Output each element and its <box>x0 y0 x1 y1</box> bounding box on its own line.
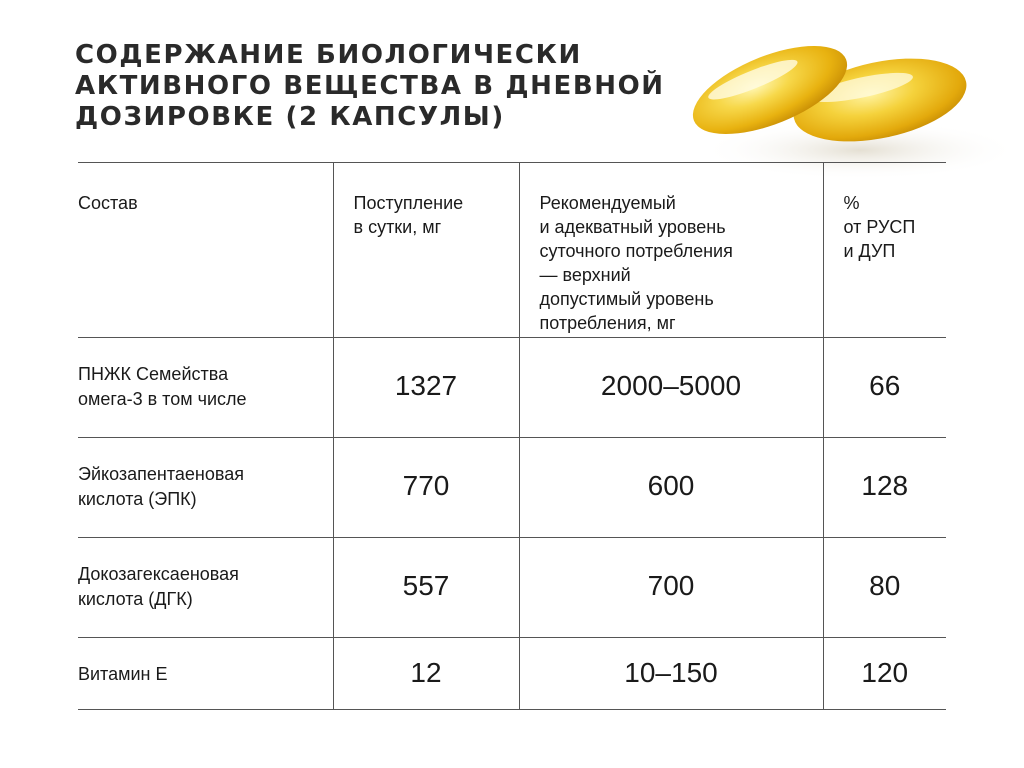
row-name: Эйкозапентаеновая кислота (ЭПК) <box>78 438 333 538</box>
row-percent: 80 <box>823 538 946 638</box>
table-row <box>78 638 946 710</box>
row-percent: 128 <box>823 438 946 538</box>
row-name: Докозагексаеновая кислота (ДГК) <box>78 538 333 638</box>
table-row <box>78 538 946 638</box>
row-recommended: 700 <box>519 538 823 638</box>
row-intake: 770 <box>333 438 519 538</box>
table-header-row <box>78 163 946 338</box>
row-percent: 66 <box>823 338 946 438</box>
row-intake: 1327 <box>333 338 519 438</box>
row-recommended: 600 <box>519 438 823 538</box>
row-name: Витамин Е <box>78 638 333 710</box>
row-recommended: 2000–5000 <box>519 338 823 438</box>
header-recommended: Рекомендуемый и адекватный уровень суточного потребления — верхний допустимый уровень потребления, мг <box>519 163 823 338</box>
table-row <box>78 338 946 438</box>
composition-table <box>78 162 946 710</box>
title-line: СОДЕРЖАНИЕ БИОЛОГИЧЕСКИ <box>75 40 582 70</box>
title-line: ДОЗИРОВКЕ (2 КАПСУЛЫ) <box>75 102 505 132</box>
title-line: АКТИВНОГО ВЕЩЕСТВА В ДНЕВНОЙ <box>75 71 665 101</box>
header-percent: % от РУСП и ДУП <box>823 163 946 338</box>
row-name: ПНЖК Семейства омега-3 в том числе <box>78 338 333 438</box>
header-intake: Поступление в сутки, мг <box>333 163 519 338</box>
row-percent: 120 <box>823 638 946 710</box>
table-row <box>78 438 946 538</box>
header-composition: Состав <box>78 163 333 338</box>
row-intake: 12 <box>333 638 519 710</box>
row-recommended: 10–150 <box>519 638 823 710</box>
page-title <box>75 40 675 133</box>
row-intake: 557 <box>333 538 519 638</box>
